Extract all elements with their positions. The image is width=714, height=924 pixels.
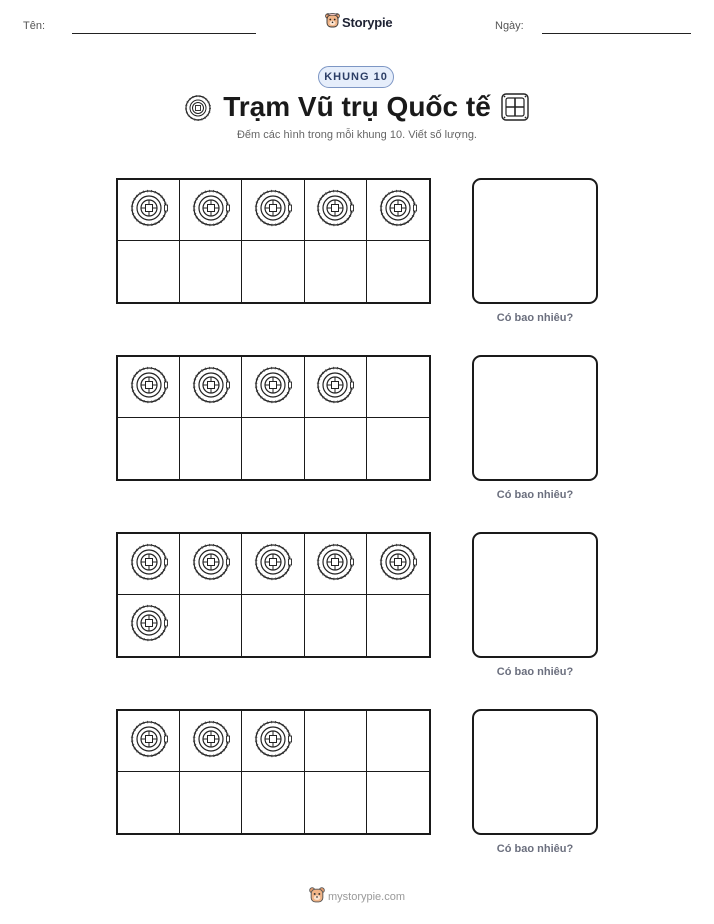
frame-cell	[118, 772, 180, 833]
porthole-icon	[130, 543, 168, 586]
frame-cell	[180, 772, 242, 833]
frame-cell	[367, 180, 429, 241]
porthole-icon	[379, 189, 417, 232]
worksheet-badge: KHUNG 10	[318, 66, 394, 88]
frame-cell	[118, 357, 180, 418]
frame-cell	[242, 711, 304, 772]
ten-frame	[116, 355, 431, 481]
ten-frame	[116, 178, 431, 304]
frame-cell	[118, 180, 180, 241]
frame-cell	[367, 595, 429, 656]
question-label: Có bao nhiêu?	[496, 489, 574, 501]
page-title: Trạm Vũ trụ Quốc tế	[223, 91, 491, 122]
frame-cell	[242, 418, 304, 479]
porthole-icon	[254, 543, 292, 586]
frame-cell	[242, 595, 304, 656]
frame-cell	[367, 357, 429, 418]
footer	[309, 886, 405, 908]
frame-cell	[118, 595, 180, 656]
frame-cell	[180, 711, 242, 772]
frame-cell	[242, 534, 304, 595]
date-field[interactable]	[542, 33, 691, 34]
ten-frame	[116, 532, 431, 658]
window-icon	[500, 92, 530, 127]
frame-cell	[242, 180, 304, 241]
porthole-icon	[130, 366, 168, 409]
porthole-icon	[192, 720, 230, 763]
footer-url: mystorypie.com	[328, 891, 406, 903]
frame-cell	[367, 772, 429, 833]
frame-cell	[367, 711, 429, 772]
name-field[interactable]	[72, 33, 256, 34]
frame-cell	[180, 357, 242, 418]
name-label: Tên:	[23, 20, 46, 32]
porthole-icon	[192, 543, 230, 586]
frame-cell	[305, 418, 367, 479]
porthole-icon	[316, 366, 354, 409]
answer-box[interactable]	[472, 709, 598, 835]
porthole-icon	[130, 720, 168, 763]
frame-cell	[305, 534, 367, 595]
instructions: Đếm các hình trong mỗi khung 10. Viết số lượng.	[236, 129, 477, 141]
porthole-icon	[130, 189, 168, 232]
frame-cell	[180, 534, 242, 595]
frame-cell	[242, 241, 304, 302]
frame-cell	[118, 534, 180, 595]
answer-box[interactable]	[472, 178, 598, 304]
question-label: Có bao nhiêu?	[496, 312, 574, 324]
porthole-icon	[130, 604, 168, 647]
brand-logo	[325, 12, 392, 33]
brand-name: Storypie	[342, 15, 393, 30]
frame-cell	[242, 357, 304, 418]
frame-cell	[180, 595, 242, 656]
answer-box[interactable]	[472, 532, 598, 658]
question-label: Có bao nhiêu?	[496, 843, 574, 855]
bear-mascot-icon	[309, 886, 325, 908]
frame-cell	[305, 772, 367, 833]
frame-cell	[118, 418, 180, 479]
frame-cell	[180, 180, 242, 241]
porthole-icon	[192, 366, 230, 409]
frame-cell	[242, 772, 304, 833]
frame-cell	[367, 534, 429, 595]
bear-mascot-icon	[325, 12, 340, 33]
question-label: Có bao nhiêu?	[496, 666, 574, 678]
frame-cell	[180, 241, 242, 302]
porthole-icon	[192, 189, 230, 232]
frame-cell	[305, 241, 367, 302]
frame-cell	[180, 418, 242, 479]
porthole-icon	[254, 720, 292, 763]
frame-cell	[305, 595, 367, 656]
ten-frame	[116, 709, 431, 835]
frame-cell	[367, 241, 429, 302]
title-row	[0, 88, 714, 126]
frame-cell	[118, 711, 180, 772]
date-label: Ngày:	[495, 20, 524, 32]
frame-cell	[118, 241, 180, 302]
frame-cell	[305, 711, 367, 772]
frame-cell	[305, 357, 367, 418]
porthole-icon	[254, 189, 292, 232]
porthole-icon	[316, 189, 354, 232]
answer-box[interactable]	[472, 355, 598, 481]
porthole-icon	[379, 543, 417, 586]
porthole-icon	[254, 366, 292, 409]
frame-cell	[305, 180, 367, 241]
frame-cell	[367, 418, 429, 479]
porthole-icon	[316, 543, 354, 586]
